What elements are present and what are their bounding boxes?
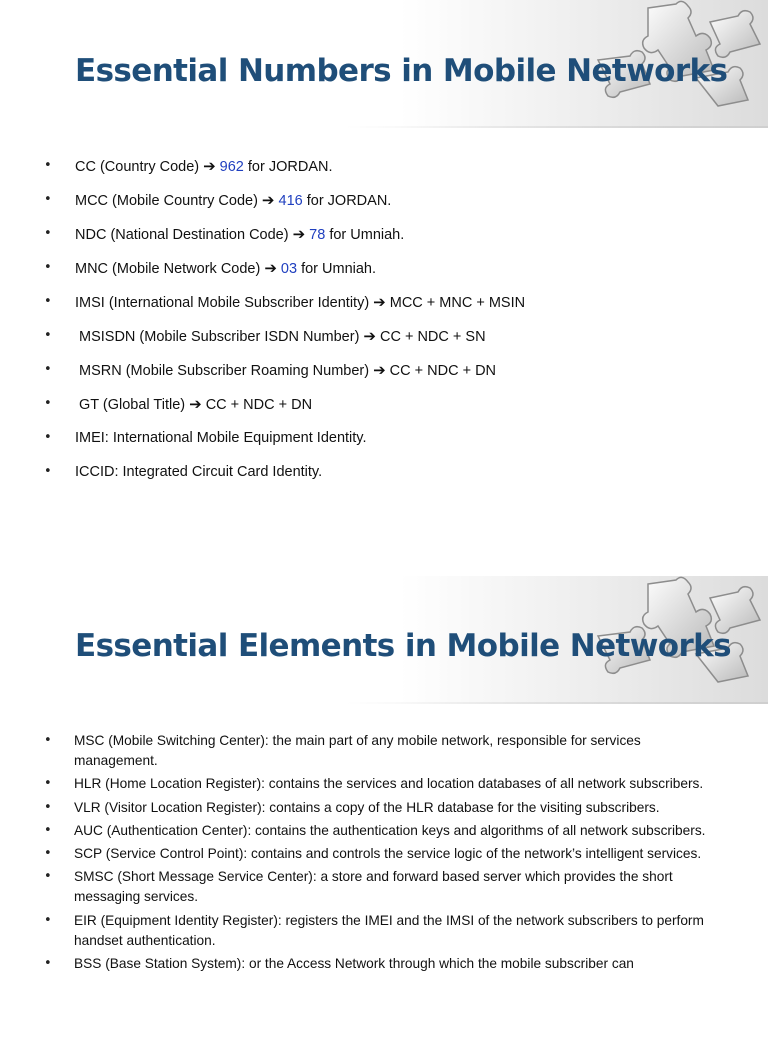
bullet-glyph: •	[44, 226, 52, 241]
slide-gap	[0, 556, 768, 576]
bullet-glyph: •	[44, 733, 52, 748]
item-term: NDC (National Destination Code)	[75, 227, 289, 243]
list-item	[0, 911, 724, 951]
bullet-glyph: •	[44, 430, 52, 445]
arrow-right-icon: ➔	[189, 395, 202, 413]
item-term: MSRN (Mobile Subscriber Roaming Number)	[79, 363, 370, 379]
item-formula: CC + NDC + SN	[379, 329, 486, 345]
bullet-glyph: •	[44, 294, 52, 309]
item-text: VLR (Visitor Location Register): contains a copy of the HLR database for the visiting subscribers.	[74, 799, 660, 815]
bullet-glyph: •	[44, 362, 52, 377]
item-text: AUC (Authentication Center): contains the authentication keys and algorithms of all network subscribers.	[74, 822, 706, 838]
item-tail: for JORDAN.	[247, 159, 333, 175]
list-item	[0, 867, 724, 907]
bullet-glyph: •	[44, 869, 52, 885]
item-text: SCP (Service Control Point): contains and controls the service logic of the network’s intelligent services.	[74, 846, 702, 862]
arrow-right-icon: ➔	[363, 327, 376, 345]
bullet-glyph: •	[44, 799, 52, 815]
item-term: GT (Global Title)	[79, 397, 186, 413]
list-item	[0, 731, 724, 771]
bullet-glyph: •	[44, 956, 52, 972]
bullet-glyph: •	[44, 846, 52, 862]
elements-list	[0, 731, 724, 977]
item-number: 03	[280, 261, 298, 277]
item-text: SMSC (Short Message Service Center): a store and forward based server which provides the short messaging services.	[74, 869, 673, 905]
item-term: CC (Country Code)	[75, 159, 200, 175]
list-item	[0, 954, 724, 974]
item-formula: MCC + MNC + MSIN	[389, 295, 526, 311]
bullet-glyph: •	[44, 192, 52, 207]
bullet-glyph: •	[44, 158, 52, 173]
arrow-right-icon: ➔	[292, 225, 306, 243]
item-term: MSISDN (Mobile Subscriber ISDN Number)	[79, 329, 360, 345]
item-text: BSS (Base Station System): or the Access Network through which the mobile subscriber can	[74, 956, 634, 972]
list-item	[0, 821, 724, 841]
bullet-glyph: •	[44, 912, 52, 928]
item-formula: CC + NDC + DN	[205, 397, 313, 413]
item-tail: for Umniah.	[329, 227, 405, 243]
item-number: 78	[309, 227, 326, 243]
arrow-right-icon: ➔	[373, 293, 386, 311]
list-item	[0, 774, 724, 794]
item-text: MSC (Mobile Switching Center): the main part of any mobile network, responsible for services management.	[74, 733, 641, 769]
arrow-right-icon: ➔	[373, 361, 386, 379]
list-item	[0, 844, 724, 864]
arrow-right-icon: ➔	[261, 191, 275, 209]
item-text: ICCID: Integrated Circuit Card Identity.	[75, 464, 323, 480]
slide-title: Essential Numbers in Mobile Networks	[75, 53, 728, 89]
item-term: MCC (Mobile Country Code)	[75, 193, 258, 209]
bullet-glyph: •	[44, 822, 52, 838]
item-text: IMEI: International Mobile Equipment Identity.	[75, 430, 367, 446]
bullet-glyph: •	[44, 464, 52, 479]
item-tail: for JORDAN.	[306, 193, 392, 209]
bullet-glyph: •	[44, 776, 52, 792]
bullet-glyph: •	[44, 260, 52, 275]
item-text: HLR (Home Location Register): contains the services and location databases of all network subscribers.	[74, 776, 704, 792]
item-text: EIR (Equipment Identity Register): registers the IMEI and the IMSI of the network subscribers to perform handset authentication.	[74, 912, 704, 948]
item-formula: CC + NDC + DN	[389, 363, 497, 379]
bullet-glyph: •	[44, 396, 52, 411]
arrow-right-icon: ➔	[203, 157, 216, 175]
item-number: 962	[219, 159, 244, 175]
item-term: MNC (Mobile Network Code)	[75, 261, 261, 277]
list-item	[0, 798, 724, 818]
item-number: 416	[278, 193, 303, 209]
bullet-glyph: •	[44, 328, 52, 343]
slide-essential-elements	[0, 576, 768, 1044]
slide-title: Essential Elements in Mobile Networks	[75, 628, 732, 664]
item-tail: for Umniah.	[301, 261, 377, 277]
arrow-right-icon: ➔	[264, 259, 277, 277]
item-term: IMSI (International Mobile Subscriber Identity)	[75, 295, 370, 311]
